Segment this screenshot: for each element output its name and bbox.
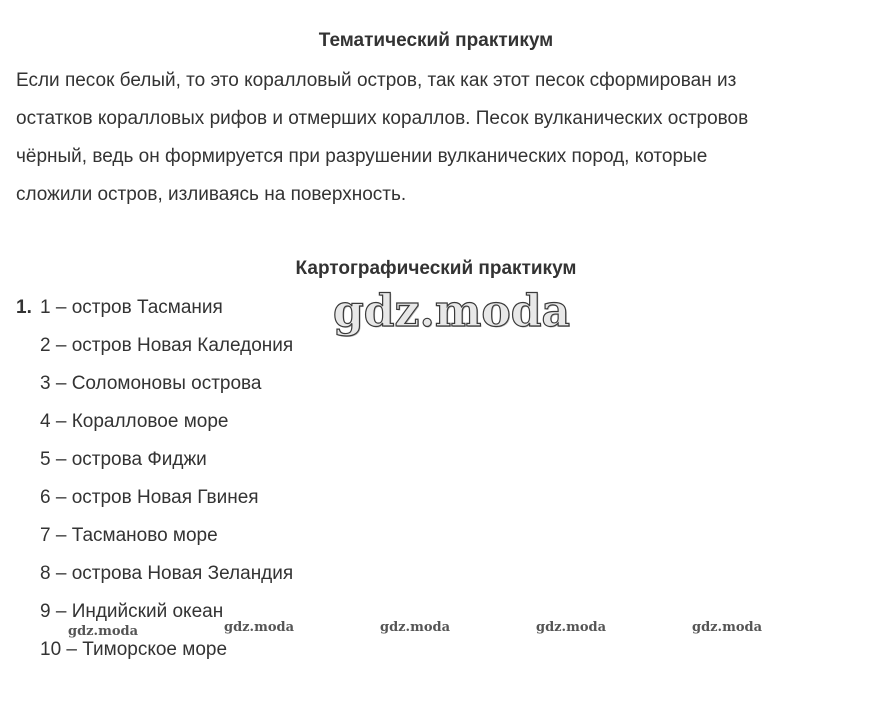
watermark-small: gdz.moda	[536, 620, 607, 635]
list-item: 8 – острова Новая Зеландия	[40, 563, 294, 584]
list-item: 6 – остров Новая Гвинея	[40, 487, 259, 508]
cartographic-practicum-heading: Картографический практикум	[295, 258, 577, 279]
paragraph-line: остатков коралловых рифов и отмерших кораллов. Песок вулканических островов	[16, 108, 749, 129]
paragraph-line: чёрный, ведь он формируется при разрушении вулканических пород, которые	[16, 146, 708, 167]
thematic-practicum-heading: Тематический практикум	[318, 30, 554, 51]
task-number: 1.	[16, 297, 32, 318]
list-item: 1. 1 – остров Тасмания	[16, 289, 293, 327]
paragraph-line: сложили остров, изливаясь на поверхность.	[16, 184, 407, 205]
watermark-small: gdz.moda	[380, 620, 451, 635]
list-item: 9 – Индийский океан	[40, 601, 224, 622]
watermark-small: gdz.moda	[692, 620, 763, 635]
paragraph-line: Если песок белый, то это коралловый остров, так как этот песок сформирован из	[16, 70, 737, 91]
map-legend-list	[16, 289, 293, 669]
watermark-logo: gdz.moda	[333, 286, 571, 337]
list-item: 5 – острова Фиджи	[40, 449, 207, 470]
watermark-small: gdz.moda	[224, 620, 295, 635]
list-item: 7 – Тасманово море	[40, 525, 218, 546]
list-item: 10 – Тиморское море	[40, 639, 228, 660]
thematic-answer-paragraph	[16, 62, 866, 214]
list-item: 4 – Коралловое море	[40, 411, 229, 432]
list-item: 2 – остров Новая Каледония	[40, 335, 294, 356]
list-item: 3 – Соломоновы острова	[40, 373, 262, 394]
watermark-small: gdz.moda	[68, 624, 139, 639]
